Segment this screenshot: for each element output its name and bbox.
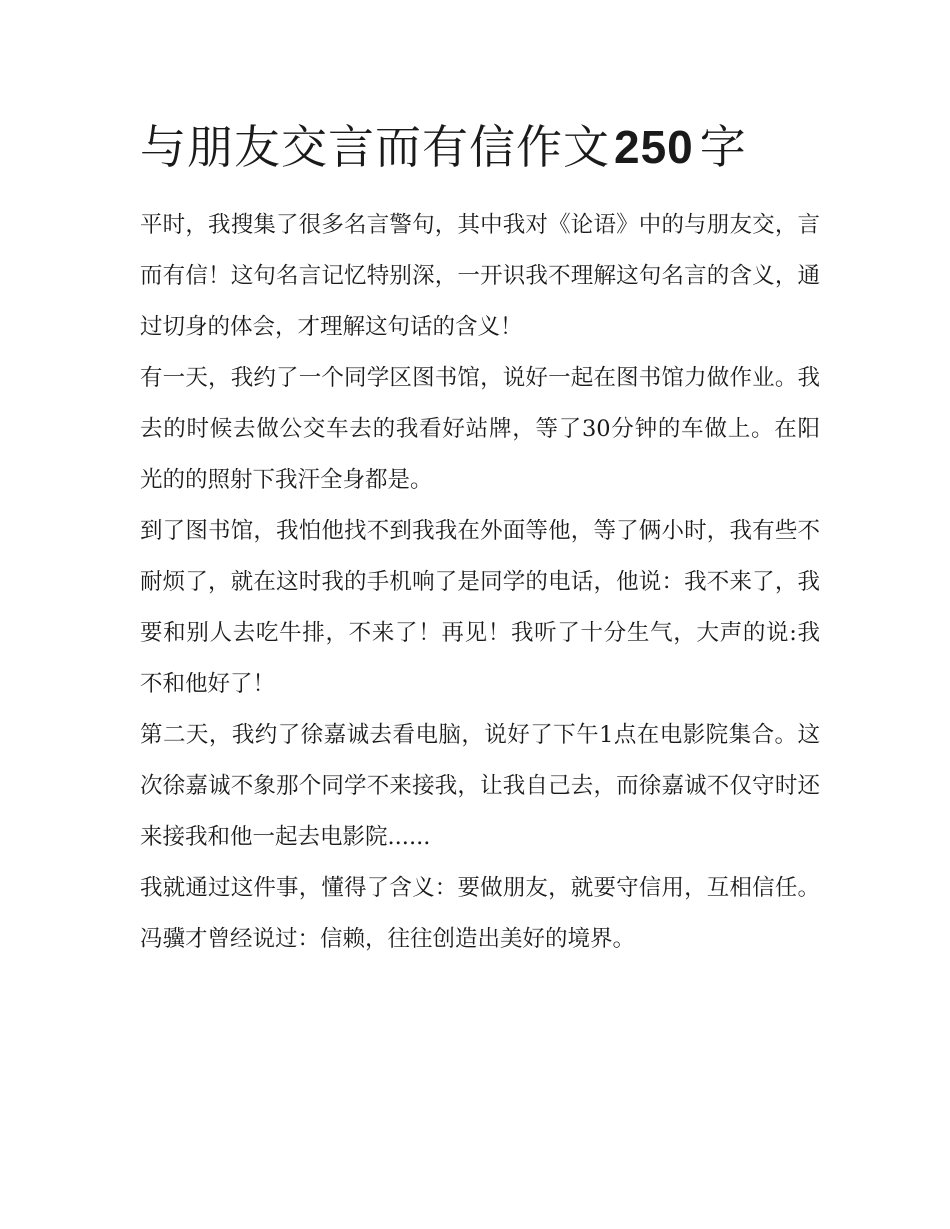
document-page <box>140 112 820 965</box>
title-suffix: 字 <box>699 120 747 174</box>
title-number: 250 <box>614 121 694 173</box>
paragraph-1: 平时，我搜集了很多名言警句，其中我对《论语》中的与朋友交，言而有信！这句名言记忆特别深，一开识我不理解这句名言的含义，通过切身的体会，才理解这句话的含义！ <box>140 212 820 340</box>
title-text: 与朋友交言而有信作文 <box>140 120 610 174</box>
paragraph-4: 第二天，我约了徐嘉诚去看电脑，说好了下午1点在电影院集合。这次徐嘉诚不象那个同学不来接我，让我自己去，而徐嘉诚不仅守时还来接我和他一起去电影院...... <box>140 722 820 850</box>
paragraph-3: 到了图书馆，我怕他找不到我我在外面等他，等了俩小时，我有些不耐烦了，就在这时我的手机响了是同学的电话，他说：我不来了，我要和别人去吃牛排，不来了！再见！我听了十分生气，大声的说:我不和他好了！ <box>140 518 820 697</box>
document-title <box>140 112 820 182</box>
paragraph-5: 我就通过这件事，懂得了含义：要做朋友，就要守信用，互相信任。冯骥才曾经说过：信赖，往往创造出美好的境界。 <box>140 875 820 952</box>
document-body <box>140 200 820 965</box>
paragraph-2: 有一天，我约了一个同学区图书馆，说好一起在图书馆力做作业。我去的时候去做公交车去的我看好站牌，等了30分钟的车做上。在阳光的的照射下我汗全身都是。 <box>140 365 820 493</box>
